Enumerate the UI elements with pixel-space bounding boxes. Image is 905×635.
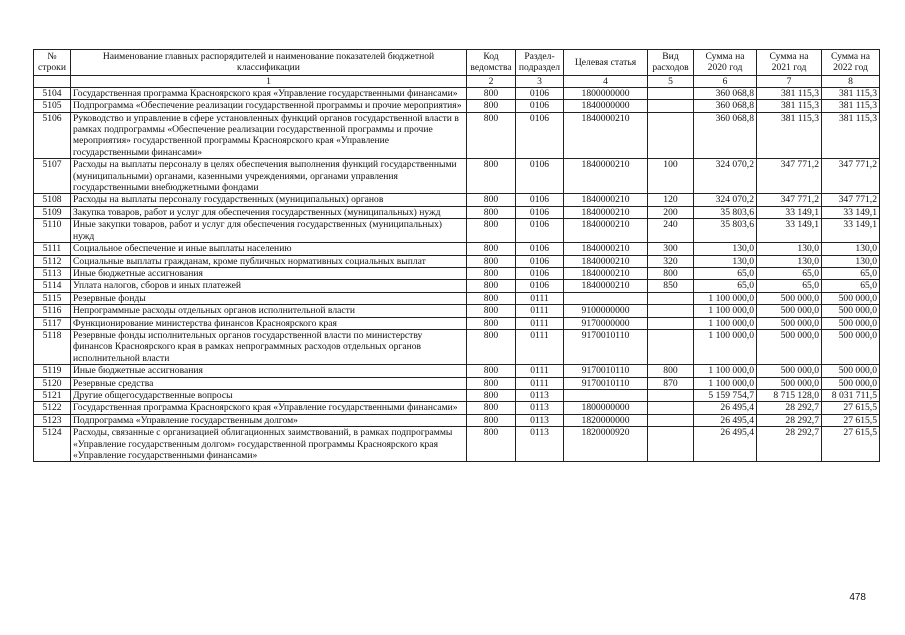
target-article-cell: 1820000000 (564, 414, 648, 426)
table-row (34, 365, 880, 377)
target-article-cell: 1840000000 (564, 100, 648, 112)
razdel-cell: 0106 (516, 280, 564, 292)
expense-type-cell (648, 414, 694, 426)
razdel-cell: 0106 (516, 87, 564, 99)
row-name-cell: Непрограммные расходы отдельных органов исполнительной власти (71, 305, 467, 317)
sum-2020-cell: 26 495,4 (694, 427, 757, 462)
table-row (34, 377, 880, 389)
row-name-cell: Государственная программа Красноярского края «Управление государственными финансами» (71, 87, 467, 99)
header-ved: Код ведомства (467, 50, 516, 76)
table-row (34, 243, 880, 255)
sum-2020-cell: 1 100 000,0 (694, 305, 757, 317)
colnum-cell (34, 75, 71, 87)
expense-type-cell: 100 (648, 159, 694, 194)
razdel-cell: 0113 (516, 402, 564, 414)
ved-code-cell: 800 (467, 414, 516, 426)
target-article-cell: 9170010110 (564, 329, 648, 364)
sum-2022-cell: 381 115,3 (822, 112, 880, 159)
row-name-cell: Подпрограмма «Управление государственным долгом» (71, 414, 467, 426)
expense-type-cell: 850 (648, 280, 694, 292)
sum-2021-cell: 28 292,7 (757, 402, 822, 414)
sum-2021-cell: 33 149,1 (757, 206, 822, 218)
razdel-cell: 0106 (516, 255, 564, 267)
ved-code-cell: 800 (467, 292, 516, 304)
target-article-cell (564, 389, 648, 401)
razdel-cell: 0113 (516, 427, 564, 462)
page-number: 478 (849, 592, 866, 603)
row-name-cell: Социальное обеспечение и иные выплаты населению (71, 243, 467, 255)
row-number-cell: 5124 (34, 427, 71, 462)
table-row (34, 414, 880, 426)
sum-2022-cell: 500 000,0 (822, 317, 880, 329)
table-row (34, 389, 880, 401)
table-row (34, 159, 880, 194)
sum-2021-cell: 381 115,3 (757, 100, 822, 112)
expense-type-cell: 300 (648, 243, 694, 255)
header-vid: Вид расходов (648, 50, 694, 76)
razdel-cell: 0111 (516, 377, 564, 389)
sum-2022-cell: 33 149,1 (822, 206, 880, 218)
target-article-cell: 9170000000 (564, 317, 648, 329)
row-number-cell: 5116 (34, 305, 71, 317)
sum-2021-cell: 65,0 (757, 280, 822, 292)
sum-2020-cell: 1 100 000,0 (694, 377, 757, 389)
sum-2020-cell: 65,0 (694, 267, 757, 279)
table-row (34, 329, 880, 364)
row-number-cell: 5105 (34, 100, 71, 112)
razdel-cell: 0106 (516, 159, 564, 194)
row-number-cell: 5119 (34, 365, 71, 377)
sum-2021-cell: 28 292,7 (757, 414, 822, 426)
row-number-cell: 5115 (34, 292, 71, 304)
target-article-cell: 1840000210 (564, 255, 648, 267)
header-sum-2022: Сумма на 2022 год (822, 50, 880, 76)
sum-2020-cell: 130,0 (694, 243, 757, 255)
table-header-row (34, 50, 880, 76)
razdel-cell: 0106 (516, 267, 564, 279)
table-row (34, 427, 880, 462)
target-article-cell: 1800000000 (564, 87, 648, 99)
row-name-cell: Расходы, связанные с организацией облигационных заимствований, в рамках подпрограммы «Управление государственным долгом» государственной программы Красноярского края «Управление государственными финансами» (71, 427, 467, 462)
sum-2021-cell: 381 115,3 (757, 112, 822, 159)
colnum-cell: 4 (564, 75, 648, 87)
target-article-cell: 1840000210 (564, 219, 648, 243)
row-name-cell: Иные бюджетные ассигнования (71, 267, 467, 279)
ved-code-cell: 800 (467, 305, 516, 317)
target-article-cell: 9100000000 (564, 305, 648, 317)
ved-code-cell: 800 (467, 267, 516, 279)
sum-2020-cell: 360 068,8 (694, 112, 757, 159)
razdel-cell: 0106 (516, 100, 564, 112)
razdel-cell: 0111 (516, 329, 564, 364)
header-razd: Раздел-подраздел (516, 50, 564, 76)
sum-2022-cell: 347 771,2 (822, 159, 880, 194)
colnum-cell: 8 (822, 75, 880, 87)
sum-2021-cell: 500 000,0 (757, 377, 822, 389)
sum-2022-cell: 500 000,0 (822, 365, 880, 377)
row-name-cell: Подпрограмма «Обеспечение реализации государственной программы и прочие мероприятия» (71, 100, 467, 112)
row-number-cell: 5106 (34, 112, 71, 159)
sum-2022-cell: 381 115,3 (822, 100, 880, 112)
table-row (34, 292, 880, 304)
expense-type-cell: 870 (648, 377, 694, 389)
ved-code-cell: 800 (467, 87, 516, 99)
sum-2022-cell: 65,0 (822, 267, 880, 279)
sum-2021-cell: 347 771,2 (757, 159, 822, 194)
target-article-cell: 1840000210 (564, 159, 648, 194)
row-number-cell: 5123 (34, 414, 71, 426)
target-article-cell: 1840000210 (564, 206, 648, 218)
sum-2020-cell: 360 068,8 (694, 100, 757, 112)
row-name-cell: Расходы на выплаты персоналу государственных (муниципальных) органов (71, 194, 467, 206)
table-row (34, 317, 880, 329)
expense-type-cell: 800 (648, 267, 694, 279)
expense-type-cell (648, 305, 694, 317)
expense-type-cell: 800 (648, 365, 694, 377)
expense-type-cell (648, 112, 694, 159)
table-row (34, 206, 880, 218)
expense-type-cell (648, 100, 694, 112)
colnum-cell: 5 (648, 75, 694, 87)
expense-type-cell (648, 402, 694, 414)
expense-type-cell (648, 389, 694, 401)
row-name-cell: Закупка товаров, работ и услуг для обеспечения государственных (муниципальных) нужд (71, 206, 467, 218)
row-name-cell: Резервные фонды (71, 292, 467, 304)
expense-type-cell: 120 (648, 194, 694, 206)
table-row (34, 255, 880, 267)
ved-code-cell: 800 (467, 206, 516, 218)
table-row (34, 100, 880, 112)
expense-type-cell (648, 329, 694, 364)
sum-2022-cell: 347 771,2 (822, 194, 880, 206)
target-article-cell: 1840000210 (564, 194, 648, 206)
sum-2020-cell: 35 803,6 (694, 219, 757, 243)
sum-2022-cell: 130,0 (822, 255, 880, 267)
sum-2020-cell: 324 070,2 (694, 194, 757, 206)
sum-2021-cell: 500 000,0 (757, 292, 822, 304)
sum-2020-cell: 5 159 754,7 (694, 389, 757, 401)
row-number-cell: 5112 (34, 255, 71, 267)
ved-code-cell: 800 (467, 100, 516, 112)
razdel-cell: 0111 (516, 292, 564, 304)
table-row (34, 267, 880, 279)
sum-2021-cell: 33 149,1 (757, 219, 822, 243)
sum-2021-cell: 8 715 128,0 (757, 389, 822, 401)
sum-2022-cell: 8 031 711,5 (822, 389, 880, 401)
target-article-cell: 1800000000 (564, 402, 648, 414)
header-sum-2020: Сумма на 2020 год (694, 50, 757, 76)
row-number-cell: 5113 (34, 267, 71, 279)
sum-2021-cell: 500 000,0 (757, 317, 822, 329)
sum-2022-cell: 65,0 (822, 280, 880, 292)
table-row (34, 87, 880, 99)
sum-2022-cell: 381 115,3 (822, 87, 880, 99)
header-row-no: № строки (34, 50, 71, 76)
sum-2020-cell: 360 068,8 (694, 87, 757, 99)
sum-2021-cell: 500 000,0 (757, 305, 822, 317)
header-sum-2021: Сумма на 2021 год (757, 50, 822, 76)
expense-type-cell (648, 427, 694, 462)
table-row (34, 280, 880, 292)
sum-2021-cell: 130,0 (757, 243, 822, 255)
ved-code-cell: 800 (467, 377, 516, 389)
target-article-cell (564, 292, 648, 304)
table-row (34, 219, 880, 243)
sum-2020-cell: 1 100 000,0 (694, 329, 757, 364)
ved-code-cell: 800 (467, 427, 516, 462)
sum-2022-cell: 500 000,0 (822, 305, 880, 317)
row-number-cell: 5117 (34, 317, 71, 329)
row-number-cell: 5110 (34, 219, 71, 243)
ved-code-cell: 800 (467, 280, 516, 292)
row-number-cell: 5109 (34, 206, 71, 218)
razdel-cell: 0106 (516, 206, 564, 218)
ved-code-cell: 800 (467, 365, 516, 377)
row-name-cell: Уплата налогов, сборов и иных платежей (71, 280, 467, 292)
row-number-cell: 5120 (34, 377, 71, 389)
expense-type-cell (648, 292, 694, 304)
ved-code-cell: 800 (467, 402, 516, 414)
colnum-cell: 2 (467, 75, 516, 87)
row-number-cell: 5107 (34, 159, 71, 194)
colnum-cell: 1 (71, 75, 467, 87)
row-name-cell: Функционирование министерства финансов Красноярского края (71, 317, 467, 329)
ved-code-cell: 800 (467, 255, 516, 267)
razdel-cell: 0106 (516, 243, 564, 255)
ved-code-cell: 800 (467, 159, 516, 194)
sum-2021-cell: 347 771,2 (757, 194, 822, 206)
row-number-cell: 5114 (34, 280, 71, 292)
sum-2020-cell: 26 495,4 (694, 414, 757, 426)
ved-code-cell: 800 (467, 389, 516, 401)
sum-2022-cell: 27 615,5 (822, 427, 880, 462)
expense-type-cell (648, 87, 694, 99)
row-name-cell: Иные закупки товаров, работ и услуг для обеспечения государственных (муниципальных) нужд (71, 219, 467, 243)
sum-2020-cell: 26 495,4 (694, 402, 757, 414)
sum-2022-cell: 27 615,5 (822, 402, 880, 414)
row-number-cell: 5118 (34, 329, 71, 364)
target-article-cell: 9170010110 (564, 377, 648, 389)
ved-code-cell: 800 (467, 112, 516, 159)
razdel-cell: 0106 (516, 194, 564, 206)
row-number-cell: 5111 (34, 243, 71, 255)
sum-2022-cell: 500 000,0 (822, 377, 880, 389)
row-name-cell: Социальные выплаты гражданам, кроме публичных нормативных социальных выплат (71, 255, 467, 267)
row-name-cell: Государственная программа Красноярского края «Управление государственными финансами» (71, 402, 467, 414)
colnum-cell: 6 (694, 75, 757, 87)
colnum-cell: 7 (757, 75, 822, 87)
row-name-cell: Иные бюджетные ассигнования (71, 365, 467, 377)
sum-2022-cell: 33 149,1 (822, 219, 880, 243)
sum-2020-cell: 65,0 (694, 280, 757, 292)
sum-2020-cell: 130,0 (694, 255, 757, 267)
target-article-cell: 1840000210 (564, 243, 648, 255)
sum-2022-cell: 500 000,0 (822, 329, 880, 364)
header-name: Наименование главных распорядителей и наименование показателей бюджетной классификации (71, 50, 467, 76)
ved-code-cell: 800 (467, 329, 516, 364)
sum-2021-cell: 381 115,3 (757, 87, 822, 99)
sum-2020-cell: 1 100 000,0 (694, 317, 757, 329)
sum-2021-cell: 500 000,0 (757, 365, 822, 377)
row-number-cell: 5122 (34, 402, 71, 414)
sum-2022-cell: 500 000,0 (822, 292, 880, 304)
target-article-cell: 1840000210 (564, 280, 648, 292)
ved-code-cell: 800 (467, 317, 516, 329)
razdel-cell: 0106 (516, 219, 564, 243)
row-name-cell: Резервные средства (71, 377, 467, 389)
table-body (34, 87, 880, 462)
header-stat: Целевая статья (564, 50, 648, 76)
sum-2020-cell: 324 070,2 (694, 159, 757, 194)
target-article-cell: 1840000210 (564, 267, 648, 279)
razdel-cell: 0111 (516, 317, 564, 329)
razdel-cell: 0113 (516, 414, 564, 426)
sum-2020-cell: 1 100 000,0 (694, 292, 757, 304)
target-article-cell: 1840000210 (564, 112, 648, 159)
table-row (34, 112, 880, 159)
budget-table (33, 49, 880, 462)
row-name-cell: Руководство и управление в сфере установленных функций органов государственной власти в рамках подпрограммы «Обеспечение реализации государственной программы и прочие мероприятия» государственной программы Красноярского края «Управление государственными финансами» (71, 112, 467, 159)
razdel-cell: 0111 (516, 305, 564, 317)
colnum-cell: 3 (516, 75, 564, 87)
row-name-cell: Расходы на выплаты персоналу в целях обеспечения выполнения функций государственными (муниципальными) органами, казенными учреждениями, органами управления государственными внебюджетными фондами (71, 159, 467, 194)
razdel-cell: 0111 (516, 365, 564, 377)
razdel-cell: 0113 (516, 389, 564, 401)
row-name-cell: Резервные фонды исполнительных органов государственной власти по министерству финансов Красноярского края в рамках непрограммных расходов отдельных органов исполнительной власти (71, 329, 467, 364)
row-number-cell: 5104 (34, 87, 71, 99)
target-article-cell: 9170010110 (564, 365, 648, 377)
row-number-cell: 5108 (34, 194, 71, 206)
target-article-cell: 1820000920 (564, 427, 648, 462)
row-number-cell: 5121 (34, 389, 71, 401)
expense-type-cell: 240 (648, 219, 694, 243)
expense-type-cell: 320 (648, 255, 694, 267)
sum-2021-cell: 500 000,0 (757, 329, 822, 364)
row-name-cell: Другие общегосударственные вопросы (71, 389, 467, 401)
sum-2020-cell: 1 100 000,0 (694, 365, 757, 377)
sum-2022-cell: 27 615,5 (822, 414, 880, 426)
ved-code-cell: 800 (467, 194, 516, 206)
table-row (34, 402, 880, 414)
sum-2022-cell: 130,0 (822, 243, 880, 255)
razdel-cell: 0106 (516, 112, 564, 159)
ved-code-cell: 800 (467, 219, 516, 243)
table-row (34, 194, 880, 206)
sum-2021-cell: 130,0 (757, 255, 822, 267)
sum-2021-cell: 65,0 (757, 267, 822, 279)
expense-type-cell (648, 317, 694, 329)
expense-type-cell: 200 (648, 206, 694, 218)
table-row (34, 305, 880, 317)
ved-code-cell: 800 (467, 243, 516, 255)
column-number-row (34, 75, 880, 87)
sum-2020-cell: 35 803,6 (694, 206, 757, 218)
sum-2021-cell: 28 292,7 (757, 427, 822, 462)
